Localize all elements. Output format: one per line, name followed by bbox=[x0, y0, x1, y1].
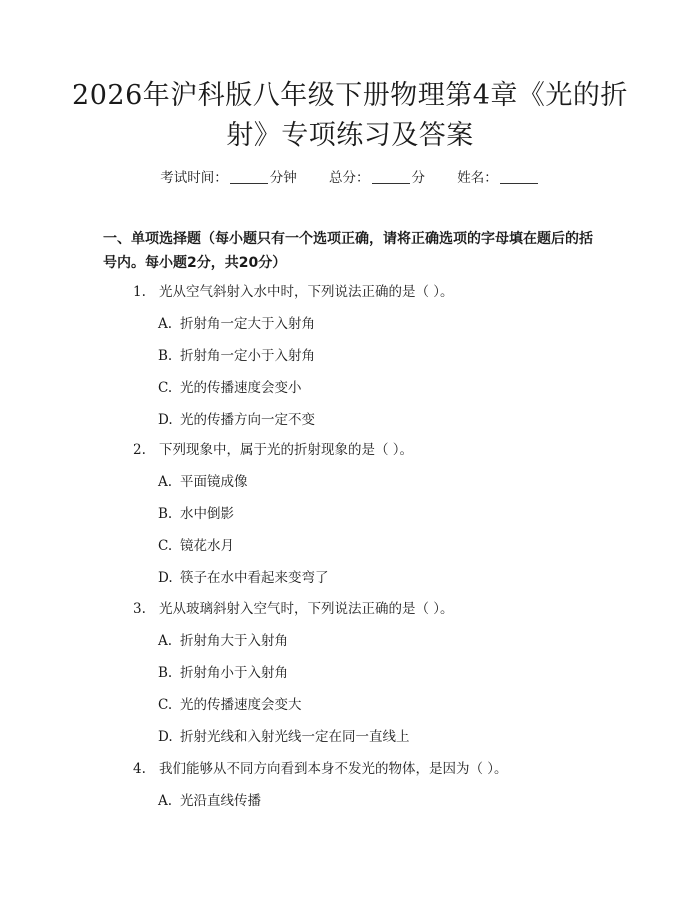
option-text: 水中倒影 bbox=[180, 506, 234, 522]
option-text: 折射角小于入射角 bbox=[180, 665, 288, 681]
exam-time-label: 考试时间： bbox=[160, 170, 228, 186]
name-blank bbox=[500, 169, 538, 184]
name-field bbox=[457, 168, 540, 188]
exam-time-field bbox=[160, 168, 297, 188]
section-heading: 一、单项选择题（每小题只有一个选项正确，请将正确选项的字母填在题后的括号内。每小题2分，共20分） bbox=[103, 231, 593, 271]
option-text: 光的传播方向一定不变 bbox=[180, 412, 315, 428]
exam-info-line bbox=[0, 168, 700, 188]
option-3b bbox=[158, 663, 288, 683]
option-letter: B. bbox=[158, 506, 173, 522]
exam-time-blank bbox=[230, 169, 268, 184]
option-3d bbox=[158, 727, 410, 747]
question-1 bbox=[133, 282, 454, 302]
option-3c bbox=[158, 695, 302, 715]
total-score-field bbox=[329, 168, 425, 188]
option-text: 光的传播速度会变大 bbox=[180, 697, 302, 713]
option-2b bbox=[158, 504, 234, 524]
question-4 bbox=[133, 759, 508, 779]
option-letter: A. bbox=[158, 633, 173, 649]
option-text: 镜花水月 bbox=[180, 538, 234, 554]
option-letter: A. bbox=[158, 793, 173, 809]
option-letter: B. bbox=[158, 665, 173, 681]
option-letter: B. bbox=[158, 348, 173, 364]
option-text: 折射角一定小于入射角 bbox=[180, 348, 315, 364]
option-letter: C. bbox=[158, 380, 173, 396]
name-label: 姓名： bbox=[457, 170, 498, 186]
question-text: 下列现象中，属于光的折射现象的是（ ）。 bbox=[159, 442, 414, 458]
total-score-blank bbox=[372, 169, 410, 184]
question-number: 2. bbox=[133, 442, 146, 458]
option-text: 折射角大于入射角 bbox=[180, 633, 288, 649]
option-2d bbox=[158, 568, 329, 588]
option-letter: D. bbox=[158, 412, 173, 428]
option-4a bbox=[158, 791, 261, 811]
option-text: 光的传播速度会变小 bbox=[180, 380, 302, 396]
total-score-unit: 分 bbox=[411, 170, 425, 186]
question-text: 光从空气斜射入水中时，下列说法正确的是（ ）。 bbox=[159, 284, 454, 300]
option-text: 平面镜成像 bbox=[180, 474, 248, 490]
question-number: 4. bbox=[133, 761, 146, 777]
option-letter: C. bbox=[158, 538, 173, 554]
option-1b bbox=[158, 346, 315, 366]
option-text: 筷子在水中看起来变弯了 bbox=[180, 570, 329, 586]
question-number: 1. bbox=[133, 284, 146, 300]
option-3a bbox=[158, 631, 288, 651]
option-text: 折射角一定大于入射角 bbox=[180, 316, 315, 332]
option-letter: A. bbox=[158, 474, 173, 490]
option-1c bbox=[158, 378, 302, 398]
question-3 bbox=[133, 599, 454, 619]
question-2 bbox=[133, 440, 413, 460]
option-text: 光沿直线传播 bbox=[180, 793, 261, 809]
option-letter: C. bbox=[158, 697, 173, 713]
question-text: 光从玻璃斜射入空气时，下列说法正确的是（ ）。 bbox=[159, 601, 454, 617]
option-letter: A. bbox=[158, 316, 173, 332]
total-score-label: 总分： bbox=[329, 170, 370, 186]
option-letter: D. bbox=[158, 729, 173, 745]
exam-time-unit: 分钟 bbox=[269, 170, 297, 186]
option-1d bbox=[158, 410, 315, 430]
question-number: 3. bbox=[133, 601, 146, 617]
option-2a bbox=[158, 472, 248, 492]
option-2c bbox=[158, 536, 234, 556]
option-letter: D. bbox=[158, 570, 173, 586]
page-title: 2026年沪科版八年级下册物理第4章《光的折射》专项练习及答案 bbox=[72, 80, 628, 151]
question-text: 我们能够从不同方向看到本身不发光的物体，是因为（ ）。 bbox=[159, 761, 508, 777]
option-1a bbox=[158, 314, 315, 334]
option-text: 折射光线和入射光线一定在同一直线上 bbox=[180, 729, 410, 745]
